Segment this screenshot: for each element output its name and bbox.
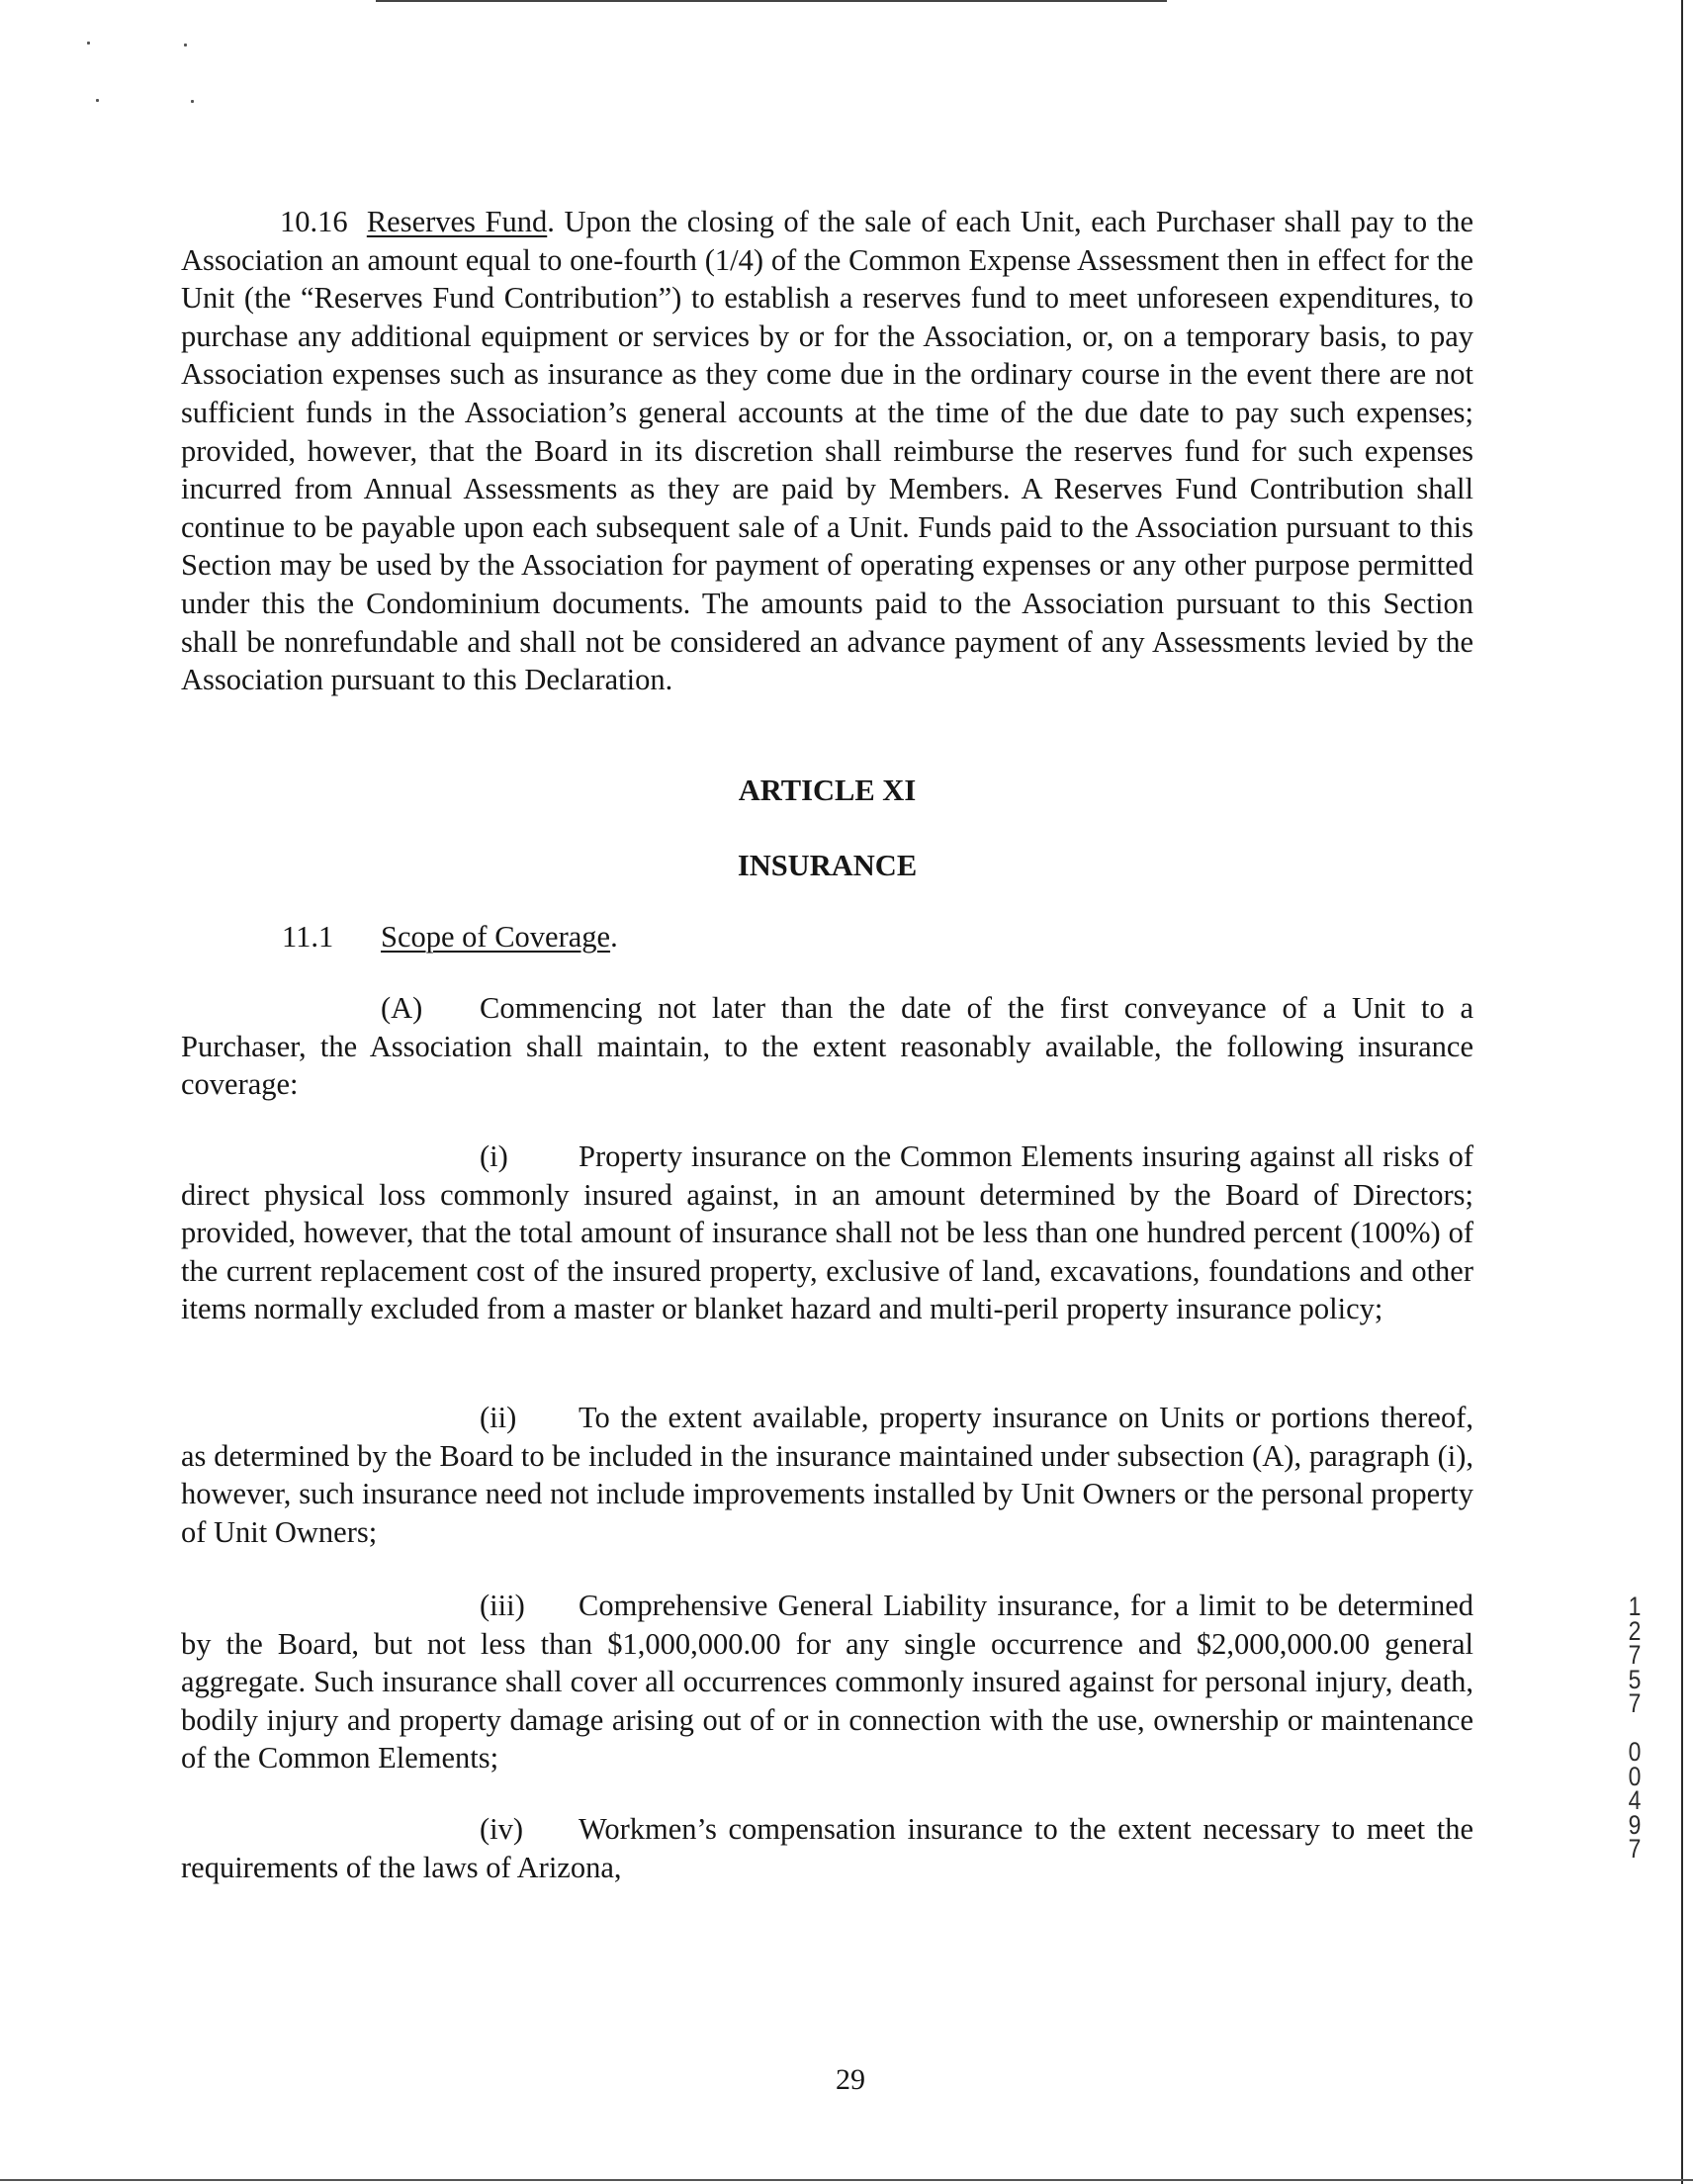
item-label: (iv)	[480, 1812, 524, 1846]
item-label: (iii)	[480, 1589, 525, 1622]
paragraph-body: Comprehensive General Liability insurance, for a limit to be determined by the Board, but not less than $1,000,000.00 for any single occurrence and $2,000,000.00 general aggregate. Such insurance shall cover all occurrences commonly insured against for personal injury, death, bodily injury and property damage arising out of or in connection with the use, ownership or maintenance of the Common Elements;	[181, 1589, 1473, 1775]
stamp-digit: 9	[1628, 1809, 1642, 1840]
stamp-digit: 4	[1628, 1785, 1642, 1816]
item-ii-paragraph	[181, 1399, 1473, 1551]
stamp-digit: 0	[1628, 1736, 1642, 1767]
scan-edge-bottom	[0, 2179, 1693, 2181]
article-title: INSURANCE	[737, 849, 918, 882]
scan-speck	[191, 100, 194, 103]
section-number: 11.1	[282, 920, 334, 954]
item-label: (i)	[480, 1139, 508, 1173]
paragraph-body: To the extent available, property insurance on Units or portions thereof, as determined by the Board to be included in the insurance maintained under subsection (A), paragraph (i), however, such insurance need not include improvements installed by Unit Owners or the personal property of Unit Owners;	[181, 1401, 1473, 1549]
reserves-fund-paragraph	[181, 203, 1473, 699]
scope-section-heading	[282, 918, 618, 956]
stamp-digit: 2	[1628, 1615, 1642, 1646]
scan-speck	[96, 99, 99, 102]
item-label: (ii)	[480, 1401, 517, 1434]
scan-edge-top	[376, 0, 1167, 2]
section-title: Scope of Coverage	[381, 920, 611, 954]
scan-speck	[184, 44, 187, 46]
recording-stamp	[1622, 1592, 1648, 1865]
stamp-digit: 7	[1628, 1834, 1642, 1865]
scan-edge-right	[1681, 0, 1683, 2184]
section-title-period: .	[610, 920, 618, 954]
stamp-digit: 5	[1628, 1664, 1642, 1694]
paragraph-body: Property insurance on the Common Elements insuring against all risks of direct physical loss commonly insured against, in an amount determined by the Board of Directors; provided, however, that the total amount of insurance shall not be less than one hundred percent (100%) of the current replacement cost of the insured property, exclusive of land, excavations, foundations and other items normally excluded from a master or blanket hazard and multi-peril property insurance policy;	[181, 1139, 1473, 1326]
item-iv-paragraph	[181, 1810, 1473, 1886]
item-iii-paragraph	[181, 1587, 1473, 1777]
subsection-label: (A)	[381, 991, 423, 1025]
page-number: 29	[836, 2063, 865, 2096]
subsection-a-paragraph	[181, 989, 1473, 1104]
paragraph-body: . Upon the closing of the sale of each Unit, each Purchaser shall pay to the Association an amount equal to one-fourth (1/4) of the Common Expense Assessment then in effect for the Unit (the “Reserves Fund Contribution”) to establish a reserves fund to meet unforeseen expenditures, to purchase any additional equipment or services by or for the Association, or, on a temporary basis, to pay Association expenses such as insurance as they come due in the ordinary course in the event there are not sufficient funds in the Association’s general accounts at the time of the due date to pay such expenses; provided, however, that the Board in its discretion shall reimburse the reserves fund for such expenses incurred from Annual Assessments as they are paid by Members. A Reserves Fund Contribution shall continue to be payable upon each subsequent sale of a Unit. Funds paid to the Association pursuant to this Section may be used by the Association for payment of operating expenses or any other purpose permitted under this the Condominium documents. The amounts paid to the Association pursuant to this Section shall be nonrefundable and shall not be considered an advance payment of any Assessments levied by the Association pursuant to this Declaration.	[181, 205, 1473, 697]
stamp-digit: 7	[1628, 1688, 1642, 1719]
stamp-digit: 0	[1628, 1761, 1642, 1791]
article-heading: ARTICLE XI	[738, 774, 917, 807]
stamp-digit: 1	[1628, 1592, 1642, 1621]
item-i-paragraph	[181, 1138, 1473, 1328]
stamp-digit: 7	[1628, 1640, 1642, 1671]
scan-speck	[87, 42, 90, 45]
section-title: Reserves Fund	[366, 205, 548, 238]
paragraph-body: Commencing not later than the date of the first conveyance of a Unit to a Purchaser, the Association shall maintain, to the extent reasonably available, the following insurance coverage:	[181, 991, 1473, 1102]
section-number: 10.16	[280, 205, 348, 238]
paragraph-body: Workmen’s compensation insurance to the extent necessary to meet the requirements of the laws of Arizona,	[181, 1812, 1473, 1884]
